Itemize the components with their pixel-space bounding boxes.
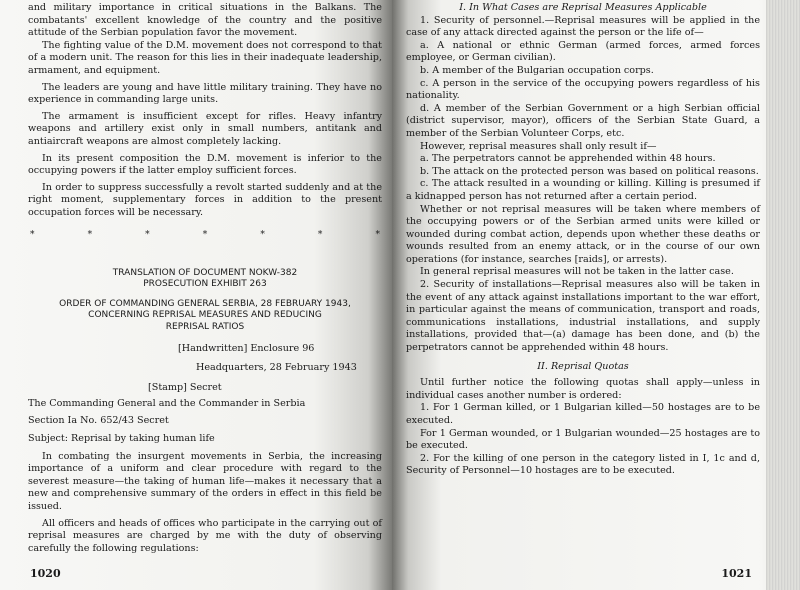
star-divider: *: [260, 229, 265, 240]
paragraph-armament: The armament is insufficient except for rifles. Heavy infantry weapons and artillery exist only in small numbers, antitank and antiaircraft weapons are almost completely lacking.: [28, 110, 382, 147]
item-1-security-personnel: 1. Security of personnel.—Reprisal measures will be applied in the case of any attack directed against the person or the life of—: [406, 14, 760, 39]
page-edge: [766, 0, 800, 590]
headquarters-date: Headquarters, 28 February 1943: [196, 361, 357, 373]
from-line: The Commanding General and the Commander in Serbia: [28, 397, 306, 409]
paragraph-leaders: The leaders are young and have little military training. They have no experience in commanding large units.: [28, 81, 382, 106]
section-number: Section Ia No. 652/43 Secret: [28, 415, 169, 427]
item-1c: c. A person in the service of the occupying powers regardless of his nationality.: [406, 77, 760, 102]
condition-b: b. The attack on the protected person was based on political reasons.: [420, 165, 759, 177]
paragraph-combating: In combating the insurgent movements in Serbia, the increasing importance of a uniform and clear procedure with regard to the severest measure—the taking of human life—makes it necessary that a new and comprehensive summary of the orders in effect in this field be issued.: [28, 450, 382, 512]
subject-line: Subject: Reprisal by taking human life: [28, 432, 215, 444]
quota-2: 2. For the killing of one person in the category listed in I, 1c and d, Security of Personnel—10 hostages are to be executed.: [406, 452, 760, 477]
paragraph-composition: In its present composition the D.M. movement is inferior to the occupying powers if the latter employ sufficient forces.: [28, 152, 382, 177]
paragraph-officers: All officers and heads of offices who participate in the carrying out of reprisal measures are charged by me with the duty of observing carefully the following regulations:: [28, 517, 382, 554]
order-title-line-2: CONCERNING REPRISAL MEASURES AND REDUCING: [88, 310, 322, 320]
item-2-security-installations: 2. Security of installations—Reprisal measures also will be taken in the event of any attack against installations important to the war effort, in particular against the means of communication, transport and roads, communications installations, industrial installations, and supply installations, provided that—(a) damage has been done, and (b) the perpetrators cannot be apprehended within 48 hours.: [406, 279, 760, 354]
section-2-title: II. Reprisal Quotas: [537, 360, 629, 372]
right-page: [392, 0, 800, 590]
paragraph-suppress: In order to suppress successfully a revolt started suddenly and at the right moment, supplementary forces in addition to the present occupation forces will be necessary.: [28, 181, 382, 218]
paragraph-general: In general reprisal measures will not be taken in the latter case.: [420, 266, 734, 278]
however-line: However, reprisal measures shall only result if—: [420, 140, 657, 152]
section-divider-stars: [28, 230, 382, 240]
item-1a: a. A national or ethnic German (armed forces, armed forces employee, or German civilian).: [406, 39, 760, 64]
exhibit-heading: PROSECUTION EXHIBIT 263: [143, 279, 267, 289]
star-divider: *: [375, 229, 380, 240]
condition-a: a. The perpetrators cannot be apprehended within 48 hours.: [420, 153, 716, 165]
page-number-right: 1021: [721, 567, 752, 580]
order-title-line-1: ORDER OF COMMANDING GENERAL SERBIA, 28 FEBRUARY 1943,: [59, 298, 351, 309]
quota-1: 1. For 1 German killed, or 1 Bulgarian killed—50 hostages are to be executed.: [406, 402, 760, 426]
quota-wounded: For 1 German wounded, or 1 Bulgarian wounded—25 hostages are to be executed.: [406, 427, 760, 452]
star-divider: *: [87, 229, 93, 240]
order-title-line-3: REPRISAL RATIOS: [165, 321, 245, 332]
page-number-left: 1020: [30, 567, 61, 580]
left-page: [0, 0, 392, 590]
star-divider: *: [145, 229, 150, 240]
star-divider: *: [317, 229, 323, 240]
paragraph-whether: Whether or not reprisal measures will be taken where members of the occupying powers or of the Serbian armed units were killed or wounded during combat action, depends upon whether these deaths or wounds resulted from an enemy attack, or in the course of our own operations (for instance, searches [raids], or arrests).: [406, 203, 760, 265]
handwritten-enclosure: [Handwritten] Enclosure 96: [178, 343, 315, 354]
item-1b: b. A member of the Bulgarian occupation corps.: [420, 64, 654, 76]
paragraph-fighting-value: The fighting value of the D.M. movement does not correspond to that of a modern unit. The reason for this lies in their inadequate leadership, armament, and equipment.: [28, 39, 382, 76]
star-divider: *: [202, 229, 208, 240]
condition-c: c. The attack resulted in a wounding or killing. Killing is presumed if a kidnapped person has not returned after a certain period.: [406, 178, 760, 202]
star-divider: *: [30, 229, 35, 240]
item-1d: d. A member of the Serbian Government or a high Serbian official (district supervisor, mayor), officers of the Serbian State Guard, a member of the Serbian Volunteer Corps, etc.: [406, 102, 760, 139]
stamp-secret: [Stamp] Secret: [148, 382, 222, 394]
section-1-title: I. In What Cases are Reprisal Measures Applicable: [459, 2, 707, 13]
paragraph-until: Until further notice the following quotas shall apply—unless in individual cases another number is ordered:: [406, 377, 760, 401]
document-heading: TRANSLATION OF DOCUMENT NOKW-382: [112, 267, 298, 278]
paragraph-movement-importance: and military importance in critical situations in the Balkans. The combatants' excellent knowledge of the country and the positive attitude of the Serbian population favor the movement.: [28, 2, 382, 39]
